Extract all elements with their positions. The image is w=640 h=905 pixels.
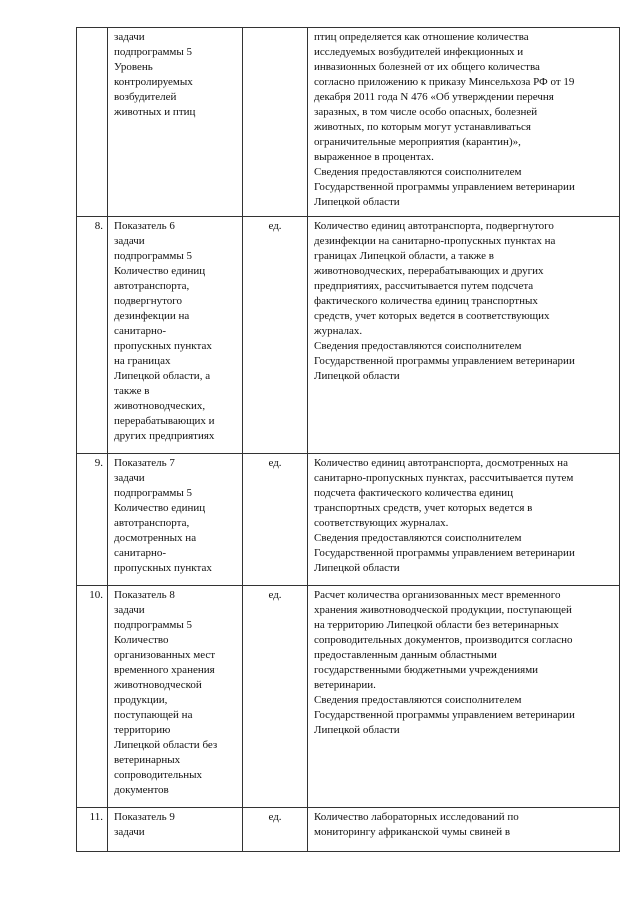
indicator-name-line: на границах: [114, 355, 171, 367]
indicator-name-line: Показатель 7: [114, 457, 175, 469]
indicator-name-line: Количество единиц: [114, 502, 206, 514]
indicator-name-line: контролируемых: [114, 76, 193, 88]
indicator-name-line: подпрограммы 5: [114, 46, 193, 58]
calculation-method-line: государственными бюджетными учреждениями: [314, 664, 539, 676]
calculation-method-line: подсчета фактического количества единиц: [314, 487, 514, 499]
calculation-method-line: фактического количества единиц транспортных: [314, 295, 538, 307]
calculation-method-line: Количество единиц автотранспорта, подвергнутого: [314, 220, 554, 232]
calculation-method-line: Липецкой области: [314, 562, 400, 574]
calculation-method-line: Липецкой области: [314, 724, 400, 736]
calculation-method-line: журналах.: [314, 325, 363, 337]
indicator-name-line: документов: [114, 784, 169, 796]
table-row: [77, 28, 620, 217]
indicator-name-line: Количество единиц: [114, 265, 206, 277]
calculation-method-line: исследуемых возбудителей инфекционных и: [314, 46, 524, 58]
row-number: 11.: [77, 808, 108, 852]
indicator-name-line: Показатель 6: [114, 220, 175, 232]
calculation-method-line: заразных, в том числе особо опасных, болезней: [314, 106, 538, 118]
calculation-method-line: Государственной программы управлением ветеринарии: [314, 355, 575, 367]
indicator-name-line: пропускных пунктах: [114, 340, 212, 352]
calculation-method: [308, 28, 620, 217]
indicator-name-line: организованных мест: [114, 649, 216, 661]
indicator-name-line: санитарно-: [114, 325, 167, 337]
calculation-method-line: декабря 2011 года N 476 «Об утверждении перечня: [314, 91, 554, 103]
calculation-method-line: транспортных средств, учет которых ведется в: [314, 502, 533, 514]
calculation-method-line: мониторингу африканской чумы свиней в: [314, 826, 511, 838]
calculation-method-line: согласно приложению к приказу Минсельхоза РФ от 19: [314, 76, 575, 88]
indicator-name-line: животных и птиц: [114, 106, 196, 118]
indicator-name-line: территорию: [114, 724, 171, 736]
indicator-name: [108, 217, 243, 454]
indicator-name-line: Показатель 9: [114, 811, 175, 823]
indicator-name-line: Уровень: [114, 61, 153, 73]
indicator-name-line: других предприятиях: [114, 430, 215, 442]
indicator-name-line: дезинфекции на: [114, 310, 190, 322]
indicator-name: [108, 28, 243, 217]
indicator-name-line: Показатель 8: [114, 589, 175, 601]
calculation-method-line: средств, учет которых ведется в соответствующих: [314, 310, 550, 322]
indicator-name-line: задачи: [114, 604, 145, 616]
calculation-method: [308, 586, 620, 808]
indicator-name-line: задачи: [114, 826, 145, 838]
row-number: 9.: [77, 454, 108, 586]
indicator-name-line: автотранспорта,: [114, 280, 190, 292]
table-row: [77, 454, 620, 586]
calculation-method-line: Сведения предоставляются соисполнителем: [314, 340, 522, 352]
calculation-method-line: Государственной программы управлением ветеринарии: [314, 181, 575, 193]
table-row: [77, 586, 620, 808]
calculation-method-line: ограничительные мероприятия (карантин)»,: [314, 136, 521, 148]
row-number: [77, 28, 108, 217]
calculation-method-line: Сведения предоставляются соисполнителем: [314, 694, 522, 706]
calculation-method-line: сопроводительных документов, производится согласно: [314, 634, 573, 646]
row-number: 8.: [77, 217, 108, 454]
indicator-name-line: перерабатывающих и: [114, 415, 215, 427]
calculation-method-line: предприятиях, рассчитывается путем подсчета: [314, 280, 534, 292]
indicator-name-line: задачи: [114, 235, 145, 247]
indicator-name-line: также в: [114, 385, 150, 397]
indicator-name-line: пропускных пунктах: [114, 562, 212, 574]
indicator-name-line: подпрограммы 5: [114, 487, 193, 499]
indicator-name: [108, 808, 243, 852]
calculation-method-line: птиц определяется как отношение количества: [314, 31, 529, 43]
indicator-name-line: подпрограммы 5: [114, 619, 193, 631]
calculation-method-line: Липецкой области: [314, 196, 400, 208]
calculation-method-line: Государственной программы управлением ветеринарии: [314, 547, 575, 559]
calculation-method-line: Расчет количества организованных мест временного: [314, 589, 561, 601]
calculation-method-line: дезинфекции на санитарно-пропускных пунктах на: [314, 235, 556, 247]
calculation-method-line: Количество лабораторных исследований по: [314, 811, 519, 823]
calculation-method-line: Сведения предоставляются соисполнителем: [314, 166, 522, 178]
calculation-method-line: Государственной программы управлением ветеринарии: [314, 709, 575, 721]
calculation-method-line: хранения животноводческой продукции, поступающей: [314, 604, 572, 616]
calculation-method-line: инвазионных болезней от их общего количества: [314, 61, 540, 73]
indicator-name-line: поступающей на: [114, 709, 193, 721]
calculation-method-line: Липецкой области: [314, 370, 400, 382]
indicator-name-line: сопроводительных: [114, 769, 203, 781]
indicator-name-line: досмотренных на: [114, 532, 197, 544]
indicator-name-line: автотранспорта,: [114, 517, 190, 529]
calculation-method-line: животных, по которым могут устанавливаться: [314, 121, 531, 133]
indicator-name-line: животноводческих,: [114, 400, 206, 412]
unit-of-measure: ед.: [243, 586, 308, 808]
unit-of-measure: ед.: [243, 808, 308, 852]
indicator-name-line: ветеринарных: [114, 754, 181, 766]
indicator-name-line: подпрограммы 5: [114, 250, 193, 262]
indicator-name-line: Липецкой области без: [114, 739, 218, 751]
indicator-name-line: Липецкой области, а: [114, 370, 211, 382]
indicator-name-line: задачи: [114, 31, 145, 43]
calculation-method: [308, 217, 620, 454]
calculation-method: [308, 808, 620, 852]
indicator-name-line: Количество: [114, 634, 169, 646]
calculation-method-line: ветеринарии.: [314, 679, 376, 691]
indicator-name-line: временного хранения: [114, 664, 215, 676]
indicator-name-line: задачи: [114, 472, 145, 484]
unit-of-measure: ед.: [243, 454, 308, 586]
calculation-method-line: животноводческих, перерабатывающих и других: [314, 265, 544, 277]
indicator-name-line: продукции,: [114, 694, 168, 706]
indicator-name-line: животноводческой: [114, 679, 202, 691]
calculation-method-line: на территорию Липецкой области без ветеринарных: [314, 619, 559, 631]
table-row: [77, 808, 620, 852]
indicators-table: [76, 27, 620, 852]
unit-of-measure: ед.: [243, 217, 308, 454]
table-row: [77, 217, 620, 454]
calculation-method-line: предоставленным данным областными: [314, 649, 497, 661]
row-number: 10.: [77, 586, 108, 808]
indicator-name: [108, 454, 243, 586]
indicator-name-line: возбудителей: [114, 91, 177, 103]
unit-of-measure: [243, 28, 308, 217]
calculation-method-line: Сведения предоставляются соисполнителем: [314, 532, 522, 544]
calculation-method-line: санитарно-пропускных пунктах, рассчитывается путем: [314, 472, 574, 484]
indicator-name-line: подвергнутого: [114, 295, 182, 307]
calculation-method: [308, 454, 620, 586]
calculation-method-line: соответствующих журналах.: [314, 517, 449, 529]
calculation-method-line: выраженное в процентах.: [314, 151, 434, 163]
indicator-name-line: санитарно-: [114, 547, 167, 559]
indicator-name: [108, 586, 243, 808]
calculation-method-line: Количество единиц автотранспорта, досмотренных на: [314, 457, 568, 469]
calculation-method-line: границах Липецкой области, а также в: [314, 250, 494, 262]
